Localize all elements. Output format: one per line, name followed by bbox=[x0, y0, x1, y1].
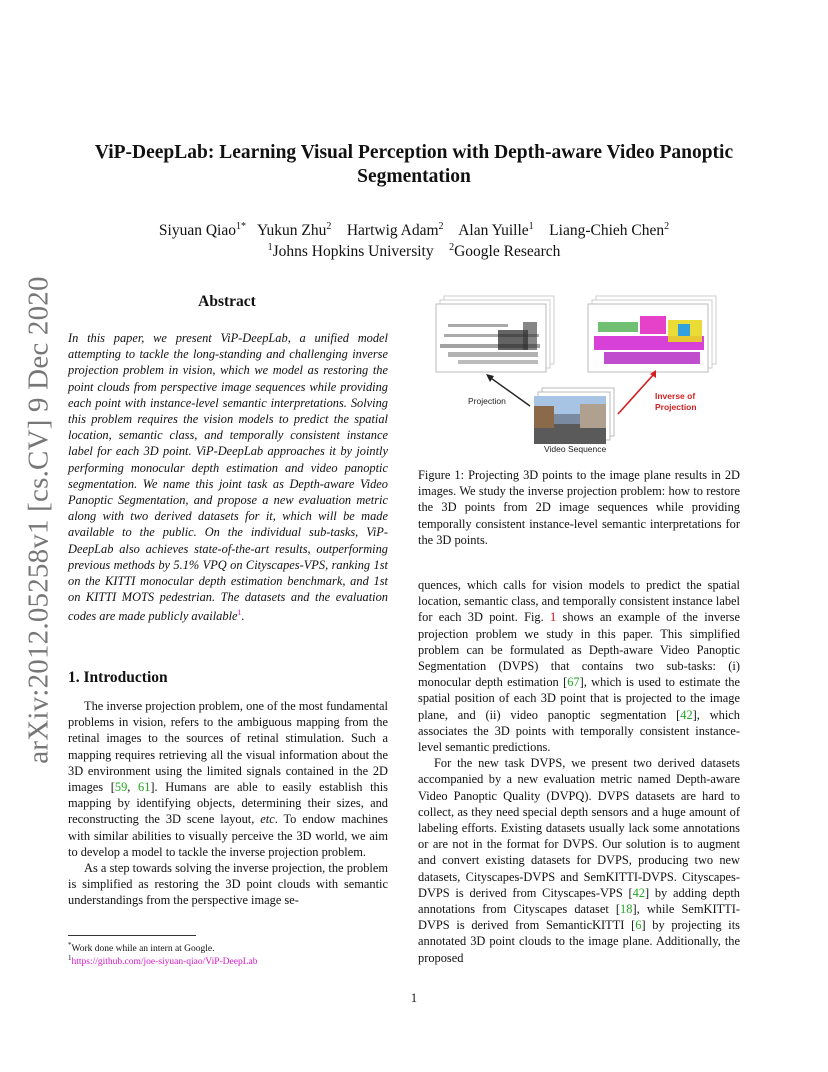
figure-1 bbox=[418, 294, 740, 454]
arxiv-stamp: arXiv:2012.05258v1 [cs.CV] 9 Dec 2020 bbox=[22, 276, 55, 764]
author: Alan Yuille bbox=[458, 222, 529, 240]
affiliations: $^1$Johns Hopkins University $^2$Google Research bbox=[267, 242, 561, 261]
label-video-sequence: Video Sequence bbox=[544, 444, 607, 454]
author: Hartwig Adam bbox=[346, 222, 439, 240]
point-cloud-stack-left bbox=[436, 296, 554, 372]
section-heading-introduction: 1. Introduction bbox=[68, 669, 168, 686]
author: Siyuan Qiao bbox=[158, 222, 236, 240]
citation-link[interactable]: 6 bbox=[635, 918, 642, 933]
citation-link[interactable]: 18 bbox=[620, 902, 633, 917]
citation-link[interactable]: 42 bbox=[632, 885, 645, 900]
figure-caption: Figure 1: Projecting 3D points to the image plane results in 2D images. We study the inverse projection problem: how to restore the 3D points from 2D image sequences while providing temporally consistent instance-level semantic interpretations for the 3D points. bbox=[418, 468, 740, 547]
github-link[interactable]: https://github.com/joe-siyuan-qiao/ViP-DeepLab bbox=[71, 957, 258, 968]
label-projection: Projection bbox=[468, 396, 506, 406]
paper-title: ViP-DeepLab: Learning Visual Perception with Depth-aware Video Panoptic Segmentation bbox=[94, 142, 734, 187]
author-list: Siyuan Qiao$^{1*}$ Yukun Zhu$^2$ Hartwig Adam$^2$ Alan Yuille$^1$ Liang-Chieh Chen$^2$ bbox=[158, 221, 670, 240]
label-inverse: Inverse of bbox=[655, 391, 696, 401]
citation-link[interactable]: 61 bbox=[138, 780, 151, 795]
abstract-heading: Abstract bbox=[198, 293, 256, 310]
footnote-link[interactable]: 1 bbox=[237, 608, 242, 618]
introduction-text: The inverse projection problem, one of the most fundamental problems in vision, refers to the ambiguous mapping from the retinal images to the sources of retinal stimulation. Such a mapping requires retrieving all the visual information about the 3D environment using the limited signals contained in the 2D images [59, 61]. Humans are able to easily establish this mapping by identifying objects, determining their sizes, and reconstructing the 3D scene layout, etc. To endow machines with similar abilities to visually perceive the 3D world, we aim to develop a model to tackle the inverse projection problem. As a step towards solving the inverse projection, the problem is simplified as restoring the 3D point clouds with semantic understandings from the perspective image se- bbox=[68, 699, 389, 908]
right-column-text: quences, which calls for vision models to predict the spatial location, semantic class, and temporally consistent instance label for each 3D point. Fig. 1 shows an example of the inverse projection problem we study in this paper. This simplified problem can be formulated as Depth-aware Video Panoptic Segmentation (DVPS) that contains two sub-tasks: (i) monocular depth estimation [67], which is used to estimate the spatial position of each 3D point that is projected to the image plane, and (ii) video panoptic segmentation [42], which associates the 3D points with temporally consistent instance-level semantic predictions. For the new task DVPS, we present two derived datasets accompanied by a new evaluation metric named Depth-aware Video Panoptic Quality (DVPQ). DVPS datasets are hard to collect, as they need special depth sensors and a huge amount of labeling efforts. Existing datasets usually lack some annotations or are not in the format for DVPS. Our solution is to augment and convert existing datasets for DVPS, producing two new datasets, Cityscapes-DVPS and SemKITTI-DVPS. Cityscapes-DVPS is derived from Cityscapes-VPS [42] by adding depth annotations from Cityscapes dataset [18], while SemKITTI-DVPS is derived from SemanticKITTI [6] by projecting its annotated 3D point clouds to the image plane. Additionally, the proposed bbox=[418, 578, 741, 965]
point-cloud-stack-right bbox=[588, 296, 716, 372]
citation-link[interactable]: 59 bbox=[114, 780, 128, 795]
citation-link[interactable]: 42 bbox=[680, 707, 693, 722]
page-number: 1 bbox=[410, 991, 418, 1005]
video-frames bbox=[534, 388, 614, 444]
author: Liang-Chieh Chen bbox=[549, 222, 665, 240]
label-inverse: Projection bbox=[655, 402, 697, 412]
author: Yukun Zhu bbox=[257, 222, 327, 240]
footnote: $^1$https://github.com/joe-siyuan-qiao/ViP-DeepLab bbox=[68, 954, 258, 968]
footnote: *Work done while an intern at Google. bbox=[68, 941, 215, 955]
figure-ref-link[interactable]: 1 bbox=[550, 610, 557, 625]
footnote-rule bbox=[68, 935, 196, 936]
abstract-text: In this paper, we present ViP-DeepLab, a unified model attempting to tackle the long-standing and challenging inverse projection problem in vision, which we model as restoring the point clouds from perspective image sequences while providing each point with instance-level semantic interpretations. Solving this problem requires the vision models to predict the spatial location, semantic class, and temporally consistent instance label for each 3D point. ViP-DeepLab approaches it by jointly performing monocular depth estimation and video panoptic segmentation. We name this joint task as Depth-aware Video Panoptic Segmentation, and propose a new evaluation metric along with two derived datasets for it, which will be made available to the public. On the individual sub-tasks, ViP-DeepLab also achieves state-of-the-art results, outperforming previous methods by 5.1% VPQ on Cityscapes-VPS, ranking 1st on the KITTI monocular depth estimation benchmark, and 1st on KITTI MOTS pedestrian. The datasets and the evaluation codes are made publicly available$^1$. bbox=[68, 331, 388, 624]
citation-link[interactable]: 67 bbox=[567, 675, 580, 690]
arrow-inverse bbox=[618, 374, 654, 414]
